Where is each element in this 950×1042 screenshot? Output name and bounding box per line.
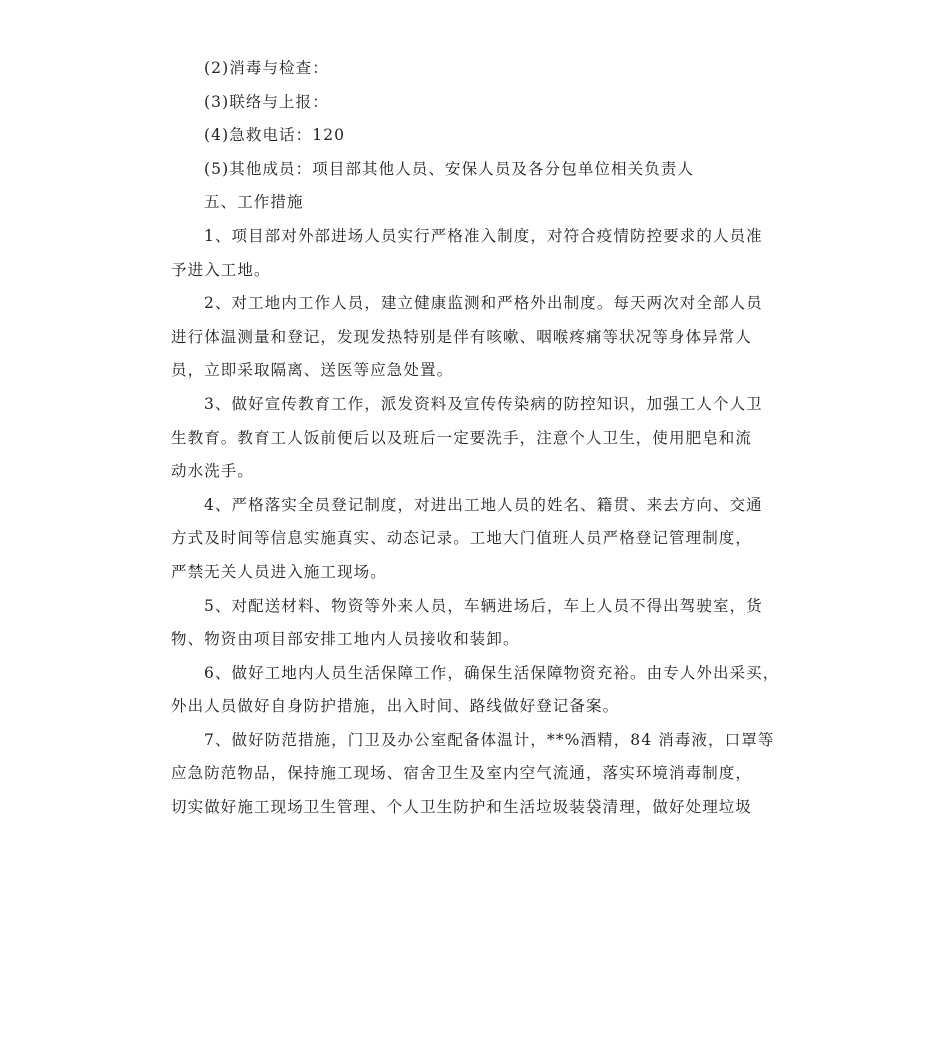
paragraph-line: 切实做好施工现场卫生管理、个人卫生防护和生活垃圾装袋清理，做好处理垃圾 xyxy=(171,798,753,817)
paragraph-line: 予进入工地。 xyxy=(171,260,271,279)
paragraph-line: 1、项目部对外部进场人员实行严格准入制度，对符合疫情防控要求的人员准 xyxy=(204,226,763,245)
paragraph-line: 2、对工地内工作人员，建立健康监测和严格外出制度。每天两次对全部人员 xyxy=(204,294,763,313)
paragraph-line: 动水洗手。 xyxy=(171,462,255,481)
paragraph-line: 3、做好宣传教育工作，派发资料及宣传传染病的防控知识，加强工人个人卫 xyxy=(204,394,763,413)
paragraph-line: 4、严格落实全员登记制度，对进出工地人员的姓名、籍贯、来去方向、交通 xyxy=(204,495,763,514)
paragraph-line: 严禁无关人员进入施工现场。 xyxy=(171,562,387,581)
paragraph-line: 进行体温测量和登记，发现发热特别是伴有咳嗽、咽喉疼痛等状况等身体异常人 xyxy=(171,327,753,346)
paragraph-line: 生教育。教育工人饭前便后以及班后一定要洗手，注意个人卫生，使用肥皂和流 xyxy=(171,428,753,447)
paragraph-line: 应急防范物品，保持施工现场、宿舍卫生及室内空气流通，落实环境消毒制度， xyxy=(171,764,753,783)
paragraph-line: 五、工作措施 xyxy=(204,193,304,212)
paragraph-line: 7、做好防范措施，门卫及办公室配备体温计，**%酒精，84 消毒液，口罩等 xyxy=(204,730,775,749)
paragraph-line: 方式及时间等信息实施真实、动态记录。工地大门值班人员严格登记管理制度， xyxy=(171,529,753,548)
paragraph-line: (5)其他成员：项目部其他人员、安保人员及各分包单位相关负责人 xyxy=(204,159,695,178)
paragraph-line: (2)消毒与检查： xyxy=(204,59,329,77)
paragraph-line: 员，立即采取隔离、送医等应急处置。 xyxy=(171,361,454,380)
document-body xyxy=(171,52,783,825)
paragraph-line: (3)联络与上报： xyxy=(204,92,329,111)
paragraph-line: (4)急救电话：120 xyxy=(204,126,346,145)
paragraph-line: 6、做好工地内人员生活保障工作，确保生活保障物资充裕。由专人外出采买， xyxy=(204,663,780,682)
paragraph-line: 外出人员做好自身防护措施，出入时间、路线做好登记备案。 xyxy=(171,697,620,716)
paragraph-line: 5、对配送材料、物资等外来人员，车辆进场后，车上人员不得出驾驶室，货 xyxy=(204,596,763,615)
paragraph-line: 物、物资由项目部安排工地内人员接收和装卸。 xyxy=(171,630,520,649)
